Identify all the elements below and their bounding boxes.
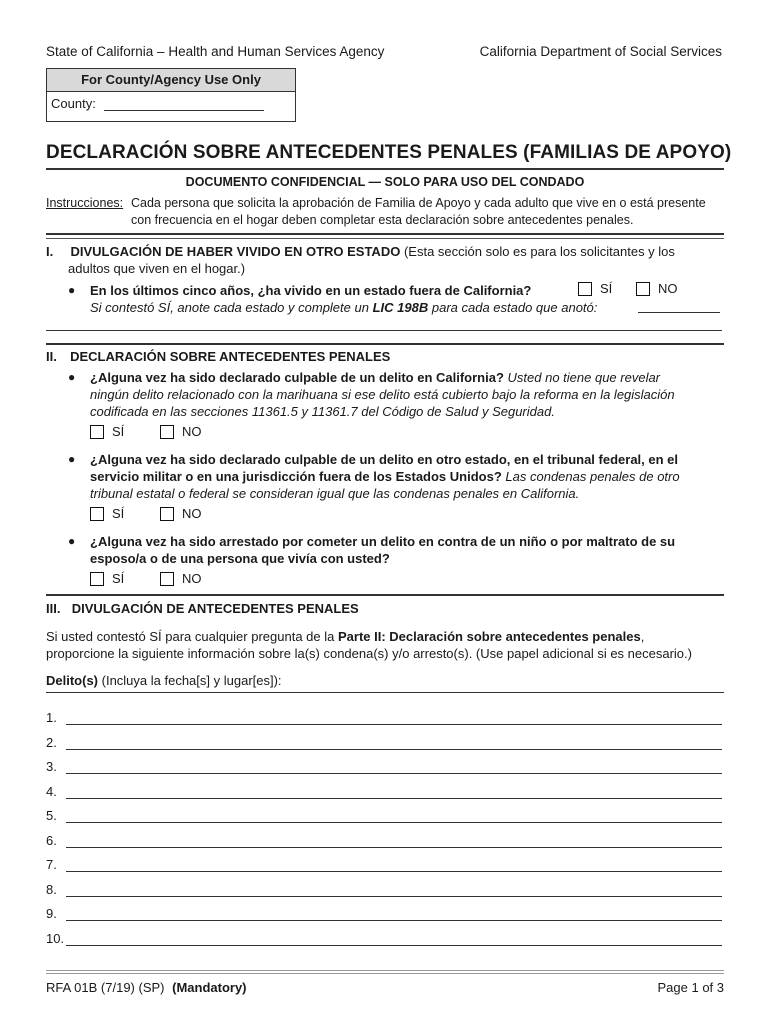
- offense-line[interactable]: 1.: [46, 703, 722, 725]
- bullet-icon: ●: [68, 370, 76, 384]
- ca-conviction-yes[interactable]: SÍ: [90, 424, 124, 439]
- form-number: RFA 01B (7/19) (SP) (Mandatory): [46, 980, 247, 995]
- instructions-line-1: Cada persona que solicita la aprobación de Familia de Apoyo y cada adulto que vive en o está presente: [131, 196, 706, 210]
- section-1-note-cont: adultos que viven en el hogar.): [68, 261, 246, 276]
- section-1-heading: [46, 243, 726, 260]
- divider: [46, 168, 724, 170]
- delito-label: Delito(s) (Incluya la fecha[s] y lugar[es]):: [46, 673, 282, 688]
- question-arrest: ● ¿Alguna vez ha sido arrestado por cometer un delito en contra de un niño o por maltrato de su esposo/a o de una persona que vivía con usted?: [68, 534, 676, 566]
- yes-checkbox[interactable]: [90, 507, 104, 521]
- no-checkbox[interactable]: [636, 282, 650, 296]
- section-1-number: I.: [46, 244, 54, 259]
- offense-line[interactable]: 5.: [46, 801, 722, 823]
- divider: [46, 238, 724, 239]
- yes-label: SÍ: [600, 281, 613, 296]
- bullet-icon: ●: [68, 283, 76, 297]
- offense-line[interactable]: 9.: [46, 899, 722, 921]
- section-2-heading: II. DECLARACIÓN SOBRE ANTECEDENTES PENALES: [46, 349, 391, 364]
- instructions-line-2: con frecuencia en el hogar deben completar esta declaración sobre antecedentes penales.: [131, 213, 634, 227]
- other-conviction-no[interactable]: NO: [160, 506, 202, 521]
- yes-checkbox[interactable]: [578, 282, 592, 296]
- offense-line[interactable]: 7.: [46, 850, 722, 872]
- divider: [46, 970, 724, 971]
- ca-conviction-no[interactable]: NO: [160, 424, 202, 439]
- offense-line[interactable]: 10.: [46, 924, 722, 946]
- offense-line[interactable]: 8.: [46, 875, 722, 897]
- other-state-yes[interactable]: [578, 281, 612, 296]
- bullet-icon: ●: [68, 534, 76, 548]
- divider: [46, 233, 724, 235]
- county-use-box: [46, 68, 296, 122]
- instructions-label-wrap: [46, 195, 123, 212]
- county-input-line[interactable]: [104, 97, 264, 111]
- mandatory-label: (Mandatory): [172, 980, 247, 995]
- arrest-no[interactable]: NO: [160, 571, 202, 586]
- other-state-followup: Si contestó SÍ, anote cada estado y complete un LIC 198B para cada estado que anotó:: [90, 300, 598, 315]
- no-checkbox[interactable]: [160, 572, 174, 586]
- section-3-title: DIVULGACIÓN DE ANTECEDENTES PENALES: [71, 601, 359, 616]
- offense-line[interactable]: 3.: [46, 752, 722, 774]
- state-input-line-2[interactable]: [46, 330, 722, 331]
- bullet-icon: ●: [68, 452, 76, 466]
- other-state-no[interactable]: [636, 281, 678, 296]
- instructions-text: [131, 195, 731, 229]
- divider: [46, 343, 724, 345]
- agency-header: State of California – Health and Human Services Agency: [46, 44, 385, 59]
- offense-line[interactable]: 6.: [46, 826, 722, 848]
- section-1-question: [68, 282, 730, 299]
- divider: [46, 973, 724, 974]
- no-label: NO: [658, 281, 678, 296]
- question-other-state: En los últimos cinco años, ¿ha vivido en un estado fuera de California?: [90, 283, 532, 298]
- yes-checkbox[interactable]: [90, 425, 104, 439]
- question-other-conviction: ● ¿Alguna vez ha sido declarado culpable de un delito en otro estado, en el tribunal federal, en el servicio militar o en una jurisdicción fuera de los Estados Unidos? Las condenas penales de otro tribunal estatal o federal se consideran igual que las condenas penales en California.: [68, 452, 680, 501]
- section-2-title: DECLARACIÓN SOBRE ANTECEDENTES PENALES: [70, 349, 391, 364]
- page-title: DECLARACIÓN SOBRE ANTECEDENTES PENALES (FAMILIAS DE APOYO): [46, 142, 732, 163]
- no-checkbox[interactable]: [160, 425, 174, 439]
- form-lic-198b: LIC 198B: [372, 300, 429, 315]
- offense-line[interactable]: 2.: [46, 728, 722, 750]
- divider: [46, 692, 724, 693]
- offense-line[interactable]: 4.: [46, 777, 722, 799]
- department-header: California Department of Social Services: [479, 44, 722, 59]
- section-1-note: (Esta sección solo es para los solicitantes y los: [403, 244, 675, 259]
- confidential-subtitle: DOCUMENTO CONFIDENCIAL — SOLO PARA USO DEL CONDADO: [185, 175, 585, 189]
- divider: [46, 594, 724, 596]
- instructions-label: Instrucciones:: [46, 196, 124, 210]
- other-conviction-yes[interactable]: SÍ: [90, 506, 124, 521]
- county-label: County:: [51, 96, 96, 111]
- question-ca-conviction: ● ¿Alguna vez ha sido declarado culpable de un delito en California? Usted no tiene que revelar ningún delito relacionado con la marihuana si ese delito está cubierto bajo la reforma en la legislación codificada en las secciones 11361.5 y 11361.7 del Código de Salud y Seguridad.: [68, 370, 675, 419]
- yes-checkbox[interactable]: [90, 572, 104, 586]
- section-1-title: DIVULGACIÓN DE HABER VIVIDO EN OTRO ESTADO: [70, 244, 401, 259]
- county-box-title: For County/Agency Use Only: [47, 69, 295, 92]
- state-input-line[interactable]: [638, 312, 720, 313]
- section-3-heading: III. DIVULGACIÓN DE ANTECEDENTES PENALES: [46, 601, 359, 616]
- no-checkbox[interactable]: [160, 507, 174, 521]
- page-number: Page 1 of 3: [657, 980, 724, 995]
- section-3-intro: Si usted contestó SÍ para cualquier pregunta de la Parte II: Declaración sobre antecedentes penales, proporcione la siguiente información sobre la(s) condena(s) y/o arresto(s). (Use papel adicional si es necesario.): [46, 629, 692, 661]
- arrest-yes[interactable]: SÍ: [90, 571, 124, 586]
